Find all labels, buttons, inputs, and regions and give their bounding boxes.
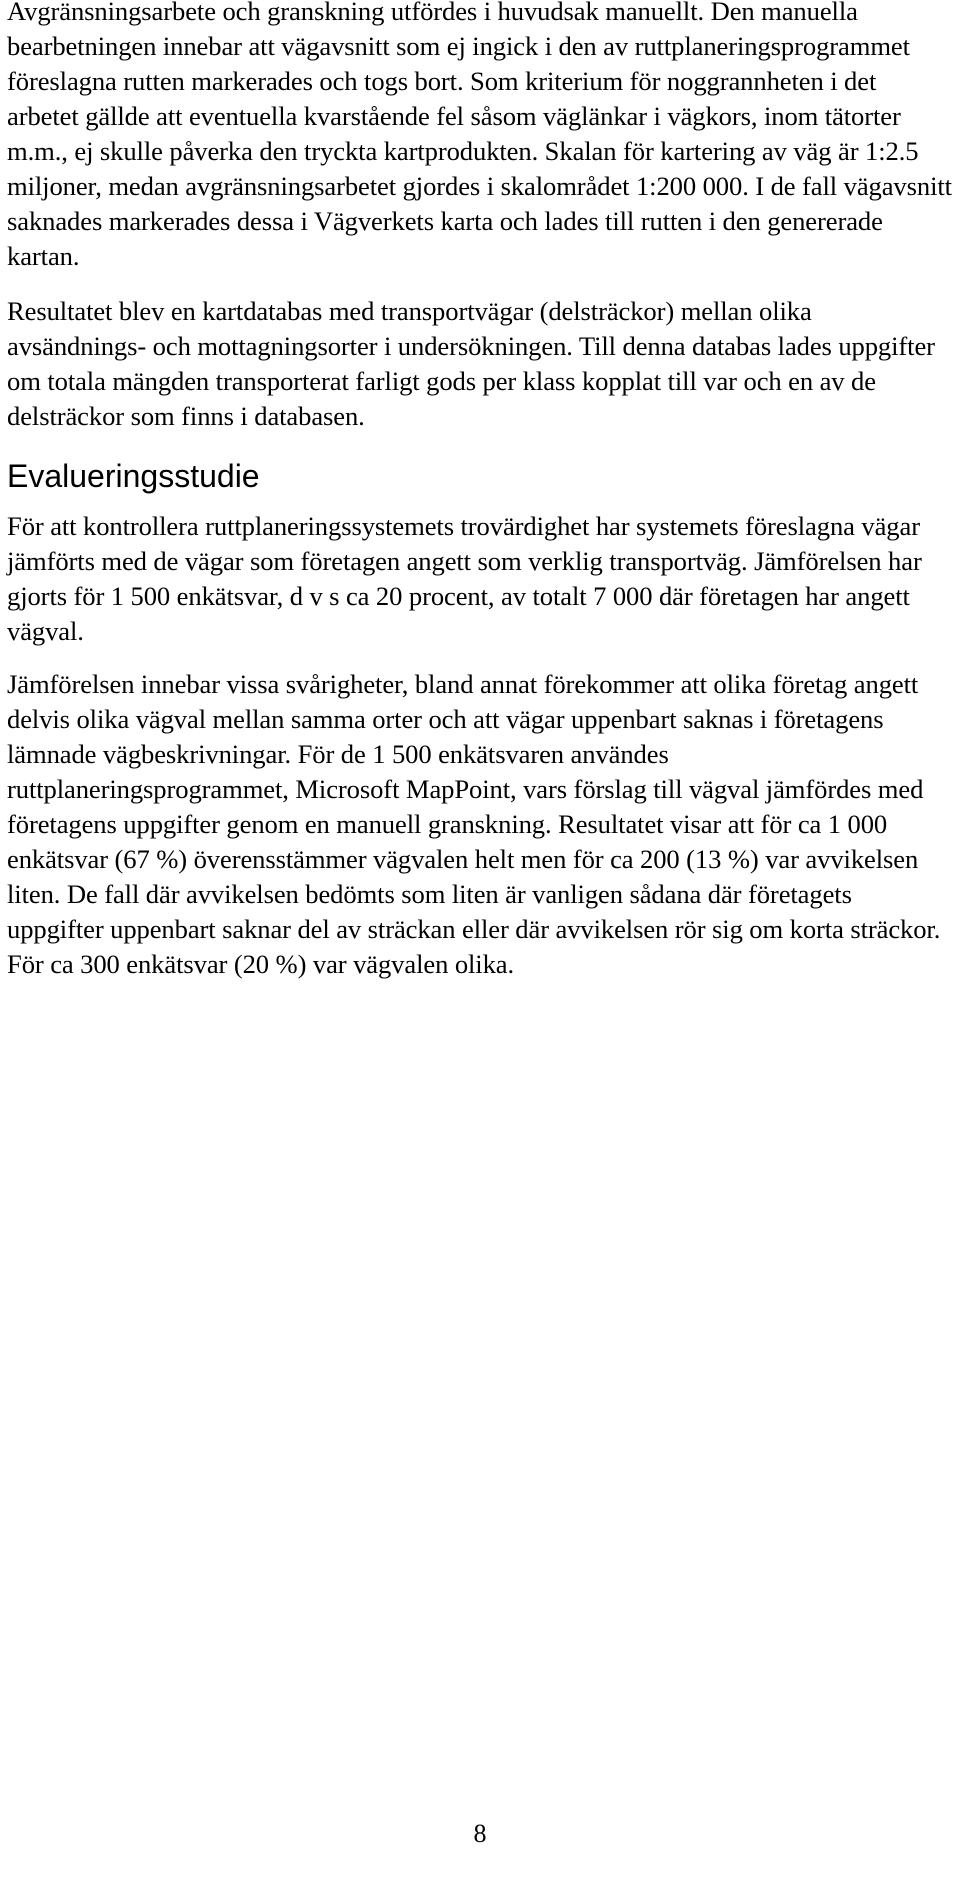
section-heading: Evalueringsstudie [7, 458, 260, 494]
paragraph-route-delimitation: Avgränsningsarbete och granskning utfördes i huvudsak manuellt. Den manuella bearbetningen innebar att vägavsnitt som ej ingick i den av ruttplaneringsprogrammet föreslagna rutten markerades och togs bort. Som kriterium för noggrannheten i det arbetet gällde att eventuella kvarstående fel såsom väglänkar i vägkors, inom tätorter m.m., ej skulle påverka den tryckta kartprodukten. Skalan för kartering av väg är 1:2.5 miljoner, medan avgränsningsarbetet gjordes i skalområdet 1:200 000. I de fall vägavsnitt saknades markerades dessa i Vägverkets karta och lades till rutten i den genererade kartan. [7, 0, 952, 271]
paragraph-evaluation-results: Jämförelsen innebar vissa svårigheter, bland annat förekommer att olika företag angett delvis olika vägval mellan samma orter och att vägar uppenbart saknas i företagens lämnade vägbeskrivningar. För de 1 500 enkätsvaren användes ruttplaneringsprogrammet, Microsoft MapPoint, vars förslag till vägval jämfördes med företagens uppgifter genom en manuell granskning. Resultatet visar att för ca 1 000 enkätsvar (67 %) överensstämmer vägvalen helt men för ca 200 (13 %) var avvikelsen liten. De fall där avvikelsen bedömts som liten är vanligen sådana där företagets uppgifter uppenbart saknar del av sträckan eller där avvikelsen rör sig om korta sträckor. För ca 300 enkätsvar (20 %) var vägvalen olika. [7, 669, 941, 979]
page-number: 8 [473, 1819, 487, 1848]
paragraph-result-database: Resultatet blev en kartdatabas med transportvägar (delsträckor) mellan olika avsändnings- och mottagningsorter i undersökningen. Till denna databas lades uppgifter om totala mängden transporterat farligt gods per klass kopplat till var och en av de delsträckor som finns i databasen. [7, 296, 935, 431]
page-content [7, 0, 952, 982]
paragraph-evaluation-comparison: För att kontrollera ruttplaneringssystemets trovärdighet har systemets föreslagna vägar jämförts med de vägar som företagen angett som verklig transportväg. Jämförelsen har gjorts för 1 500 enkätsvar, d v s ca 20 procent, av totalt 7 000 där företagen har angett vägval. [7, 511, 922, 646]
